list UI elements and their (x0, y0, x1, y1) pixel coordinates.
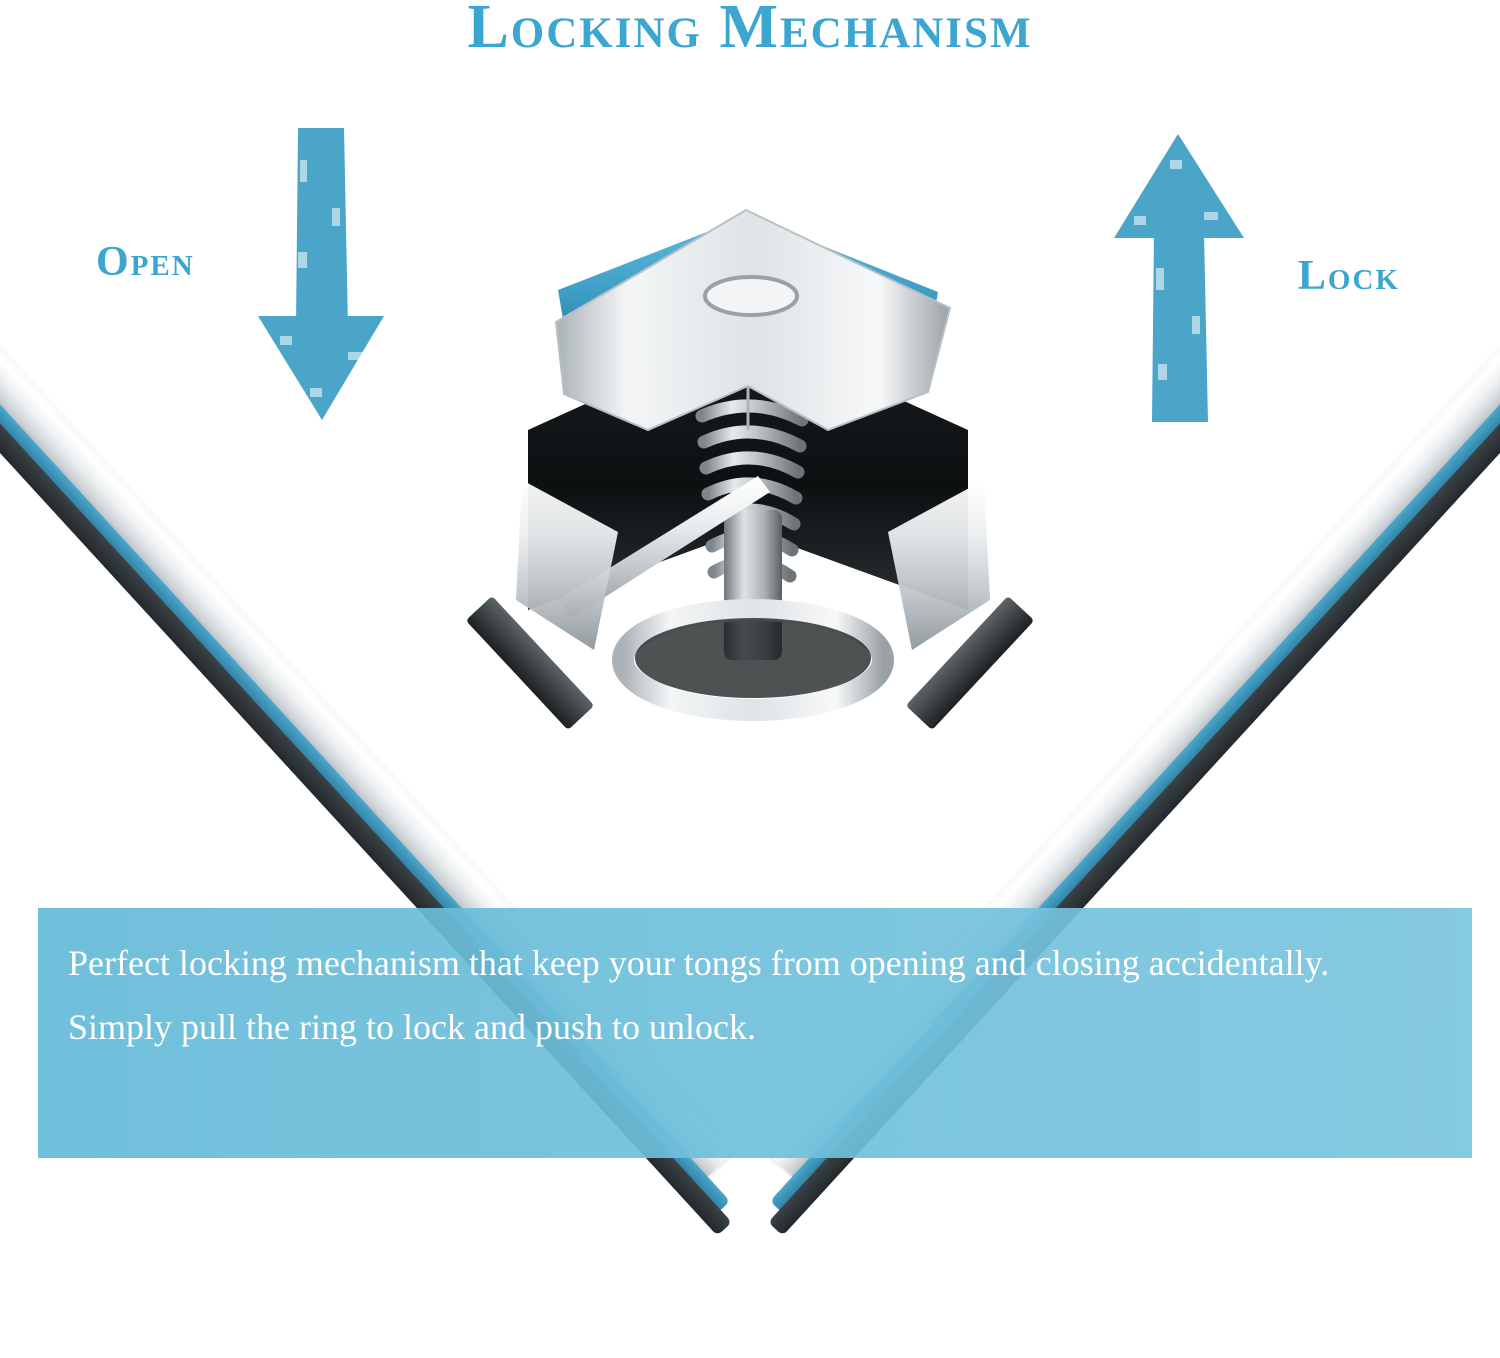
open-label: Open (96, 239, 195, 285)
page-title: Locking Mechanism (467, 0, 1033, 61)
caption-line-2: Simply pull the ring to lock and push to unlock. (68, 1007, 756, 1048)
caption-line-1: Perfect locking mechanism that keep your tongs from opening and closing accidentally. (68, 943, 1330, 983)
arrow-down-icon (236, 120, 406, 430)
arrow-up-icon (1094, 120, 1264, 430)
caption-panel (38, 908, 1472, 1158)
pull-ring (623, 610, 883, 710)
lock-label: Lock (1297, 253, 1400, 299)
product-photo (0, 90, 1500, 1358)
hinge-hole (705, 277, 797, 315)
